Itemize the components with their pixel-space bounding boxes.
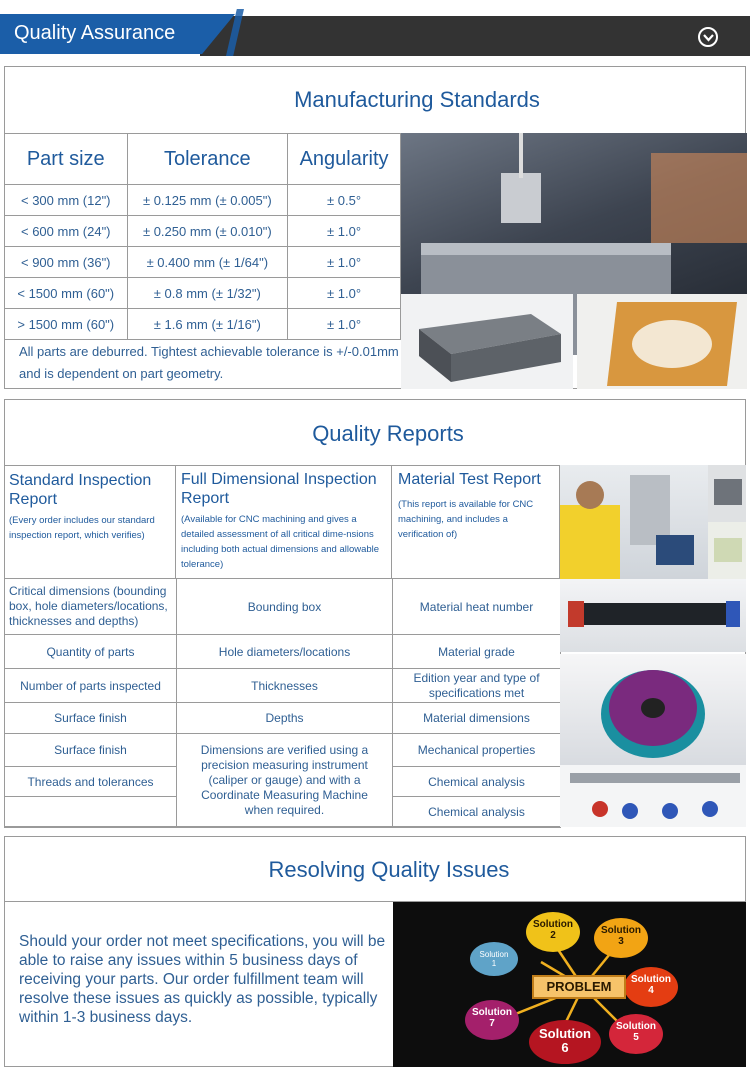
quality-reports-panel (4, 399, 746, 827)
material-test-column (392, 578, 561, 828)
solution-label-6 (529, 1027, 601, 1055)
solution-label-4 (624, 974, 678, 996)
cell: ± 0.8 mm (± 1/32") (127, 278, 288, 309)
solution-diagram (393, 902, 746, 1067)
solution-label-1 (470, 950, 518, 968)
table-row: Mechanical properties (393, 734, 561, 767)
manufacturing-standards-title: Manufacturing Standards (294, 87, 540, 112)
cell: ± 0.5° (288, 185, 401, 216)
machined-block-photo (401, 294, 573, 389)
inspector-illustration (560, 465, 708, 579)
solution-label-7 (465, 1007, 519, 1029)
cell: ± 0.125 mm (± 0.005") (127, 185, 288, 216)
header-bar (0, 0, 750, 56)
cell: ± 1.0° (288, 278, 401, 309)
caliper-parts-illustration (560, 765, 746, 827)
resolving-issues-title: Resolving Quality Issues (268, 857, 510, 882)
caliper-parts-photo (560, 765, 746, 827)
table-row: Bounding box (177, 579, 393, 635)
inspector-photo (560, 465, 708, 579)
material-test-heading: Material Test Report (398, 471, 541, 488)
standard-inspection-heading: Standard Inspection Report (9, 472, 152, 508)
full-dimensional-heading-cell (176, 465, 392, 579)
standard-inspection-column (4, 578, 177, 828)
cell: < 600 mm (24") (5, 216, 128, 247)
green-part-photo (708, 522, 746, 579)
solution-label-5 (609, 1021, 663, 1043)
table-row: Surface finish (5, 734, 177, 767)
table-row: Critical dimensions (bounding box, hole diameters/locations, thicknesses and depths) (5, 579, 177, 635)
table-row: Number of parts inspected (5, 669, 177, 703)
solution-number: 1 (491, 959, 497, 968)
cell: ± 1.6 mm (± 1/16") (127, 309, 288, 340)
table-row (5, 797, 177, 828)
green-part-illustration (708, 522, 746, 579)
pulley-gear-illustration (560, 654, 746, 765)
table-row: Thicknesses (177, 669, 393, 703)
full-dimensional-heading: Full Dimensional Inspection Report (181, 471, 377, 507)
table-row: Edition year and type of specifications met (393, 669, 561, 703)
gold-plate-photo (577, 294, 747, 389)
metal-part-photo (708, 465, 746, 522)
material-test-heading-cell (392, 465, 560, 579)
resolving-issues-text: Should your order not meet specifications, you will be able to raise any issues within 5 business days of receiving your parts. Our order fulfillment team will resolve these issues as quickly as possible, typically within 1-3 business days. (19, 933, 386, 1026)
cell: < 300 mm (12") (5, 185, 128, 216)
table-row: Hole diameters/locations (177, 635, 393, 669)
machined-block-illustration (401, 294, 573, 389)
cell: < 1500 mm (60") (5, 278, 128, 309)
cell: ± 0.400 mm (± 1/64") (127, 247, 288, 278)
table-row (5, 309, 401, 340)
solution-word: Solution (616, 1021, 656, 1032)
pulley-gear-photo (560, 654, 746, 765)
full-dimensional-column (176, 578, 393, 828)
solution-label-3 (594, 925, 648, 947)
solution-number: 2 (550, 930, 556, 941)
table-row (5, 278, 401, 309)
column-header-part-size: Part size (5, 134, 128, 185)
table-row: Surface finish (5, 703, 177, 734)
table-row (5, 185, 401, 216)
table-row: Threads and tolerances (5, 767, 177, 797)
solution-word: Solution (472, 1007, 512, 1018)
table-row (5, 247, 401, 278)
cell: ± 0.250 mm (± 0.010") (127, 216, 288, 247)
resolving-issues-panel (4, 836, 746, 1067)
solution-word: Solution (631, 974, 671, 985)
manufacturing-standards-panel (4, 66, 746, 389)
table-row: Depths (177, 703, 393, 734)
full-dimensional-sub: (Available for CNC machining and gives a detailed assessment of all critical dime-nsions including both actual dimensions and allowable tolerance) (181, 514, 380, 570)
table-row: Chemical analysis (393, 797, 561, 828)
solution-label-2 (526, 919, 580, 941)
solution-number: 3 (618, 936, 624, 947)
cell: ± 1.0° (288, 216, 401, 247)
standard-inspection-sub: (Every order includes our standard inspection report, which verifies) (9, 515, 155, 541)
table-row: Chemical analysis (393, 767, 561, 797)
table-row: Material grade (393, 635, 561, 669)
problem-label: PROBLEM (546, 979, 612, 994)
chevron-down-circle-icon[interactable] (698, 27, 718, 47)
solution-word: Solution (479, 950, 509, 959)
standard-inspection-heading-cell (5, 465, 176, 579)
cell: ± 1.0° (288, 247, 401, 278)
solution-word: Solution (539, 1026, 591, 1041)
solution-number: 6 (561, 1040, 569, 1055)
gold-plate-illustration (577, 294, 747, 389)
table-row: Quantity of parts (5, 635, 177, 669)
solution-number: 4 (648, 985, 654, 996)
table-row: Material dimensions (393, 703, 561, 734)
manufacturing-note: All parts are deburred. Tightest achievable tolerance is +/-0.01mm and is dependent on part geometry. (19, 344, 399, 381)
table-row: Dimensions are verified using a precision measuring instrument (caliper or gauge) and with a Coordinate Measuring Machine when required. (177, 734, 393, 828)
solution-number: 5 (633, 1032, 639, 1043)
solution-number: 7 (489, 1018, 495, 1029)
anodized-rail-photo (560, 579, 746, 652)
cell: > 1500 mm (60") (5, 309, 128, 340)
table-row: Material heat number (393, 579, 561, 635)
cell: ± 1.0° (288, 309, 401, 340)
column-header-tolerance: Tolerance (127, 134, 288, 185)
anodized-rail-illustration (560, 579, 746, 652)
material-test-sub: (This report is available for CNC machining, and includes a verification of) (398, 499, 534, 540)
manufacturing-table (4, 133, 401, 340)
column-header-angularity: Angularity (288, 134, 401, 185)
header-title: Quality Assurance (14, 22, 176, 44)
cell: < 900 mm (36") (5, 247, 128, 278)
metal-part-illustration (708, 465, 746, 522)
quality-reports-title: Quality Reports (312, 421, 464, 446)
table-row (5, 216, 401, 247)
solution-word: Solution (601, 925, 641, 936)
header-dark-band (200, 16, 750, 56)
solution-word: Solution (533, 919, 573, 930)
